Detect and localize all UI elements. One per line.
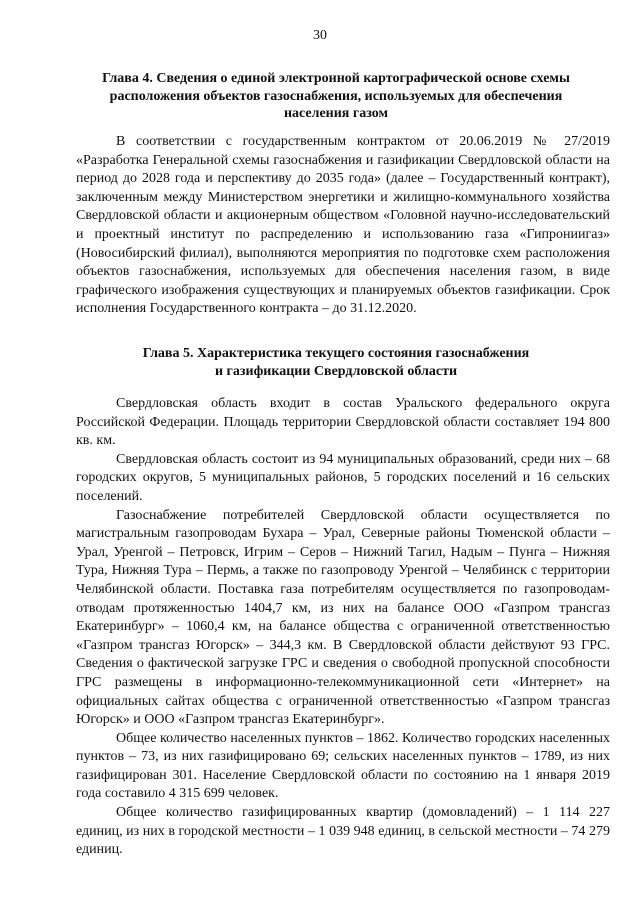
chapter-5-paragraph: Газоснабжение потребителей Свердловской области осуществляется по магистральным газопроводам Бухара – Урал, Северные районы Тюменской области – Урал, Уренгой – Петровск, Игрим – Серов – Нижний Тагил, Надым – Пунга – Нижняя Тура, Нижняя Тура – Пермь, а также по газопроводу Уренгой – Челябинск с территории Челябинской области. Поставка газа потребителям осуществляется по газопроводам-отводам протяженностью 1404,7 км, из них на балансе ООО «Газпром трансгаз Екатеринбург» – 1060,4 км, на балансе общества с ограниченной ответственностью «Газпром трансгаз Югорск» – 344,3 км. В Свердловской области действуют 93 ГРС. Сведения о фактической загрузке ГРС и сведения о свободной пропускной способности ГРС размещены в информационно-телекоммуникационной сети «Интернет» на официальных сайтах общества с ограниченной ответственностью «Газпром трансгаз Югорск» и ООО «Газпром трансгаз Екатеринбург».: [76, 507, 610, 728]
chapter-5-title-line-2: и газификации Свердловской области: [214, 363, 458, 379]
chapter-5-paragraph: Свердловская область входит в состав Уральского федерального округа Российской Федерации. Площадь территории Свердловской области составляет 194 800 кв. км.: [76, 396, 610, 449]
chapter-5-body: [76, 395, 610, 860]
chapter-5-paragraph: Общее количество населенных пунктов – 1862. Количество городских населенных пунктов – 73, из них газифицировано 69; сельских населенных пунктов – 1789, из них газифицирован 301. Население Свердловской области по состоянию на 1 января 2019 года составило 4 315 699 человек.: [76, 730, 610, 802]
chapter-4-title: Глава 4. Сведения о единой электронной картографической основе схемы расположения объектов газоснабжения, используемых для обеспечения населения газом: [102, 71, 570, 121]
chapter-5-title-line-1: Глава 5. Характеристика текущего состояния газоснабжения: [142, 346, 530, 361]
page-number: 30: [313, 28, 327, 43]
chapter-5-paragraph: Свердловская область состоит из 94 муниципальных образований, среди них – 68 городских округов, 5 муниципальных районов, 5 городских поселений и 16 сельских поселений.: [76, 451, 610, 504]
chapter-5-paragraph: Общее количество газифицированных квартир (домовладений) – 1 114 227 единиц, из них в городской местности – 1 039 948 единиц, в сельской местности – 74 279 единиц.: [76, 805, 610, 858]
chapter-5-title: [76, 345, 596, 380]
chapter-4-body: [76, 133, 610, 319]
chapter-4-paragraph: В соответствии с государственным контрактом от 20.06.2019 № 27/2019 «Разработка Генеральной схемы газоснабжения и газификации Свердловской области на период до 2028 года и перспективу до 2035 года» (далее – Государственный контракт), заключенным между Министерством энергетики и жилищно-коммунального хозяйства Свердловской области и акционерным обществом «Головной научно-исследовательский и проектный институт по распределению и использованию газа «Гипрониигаз» (Новосибирский филиал), выполняются мероприятия по подготовке схем расположения объектов газоснабжения, используемых для обеспечения населения газом, в виде графического изображения существующих и планируемых объектов газификации. Срок исполнения Государственного контракта – до 31.12.2020.: [76, 134, 610, 317]
